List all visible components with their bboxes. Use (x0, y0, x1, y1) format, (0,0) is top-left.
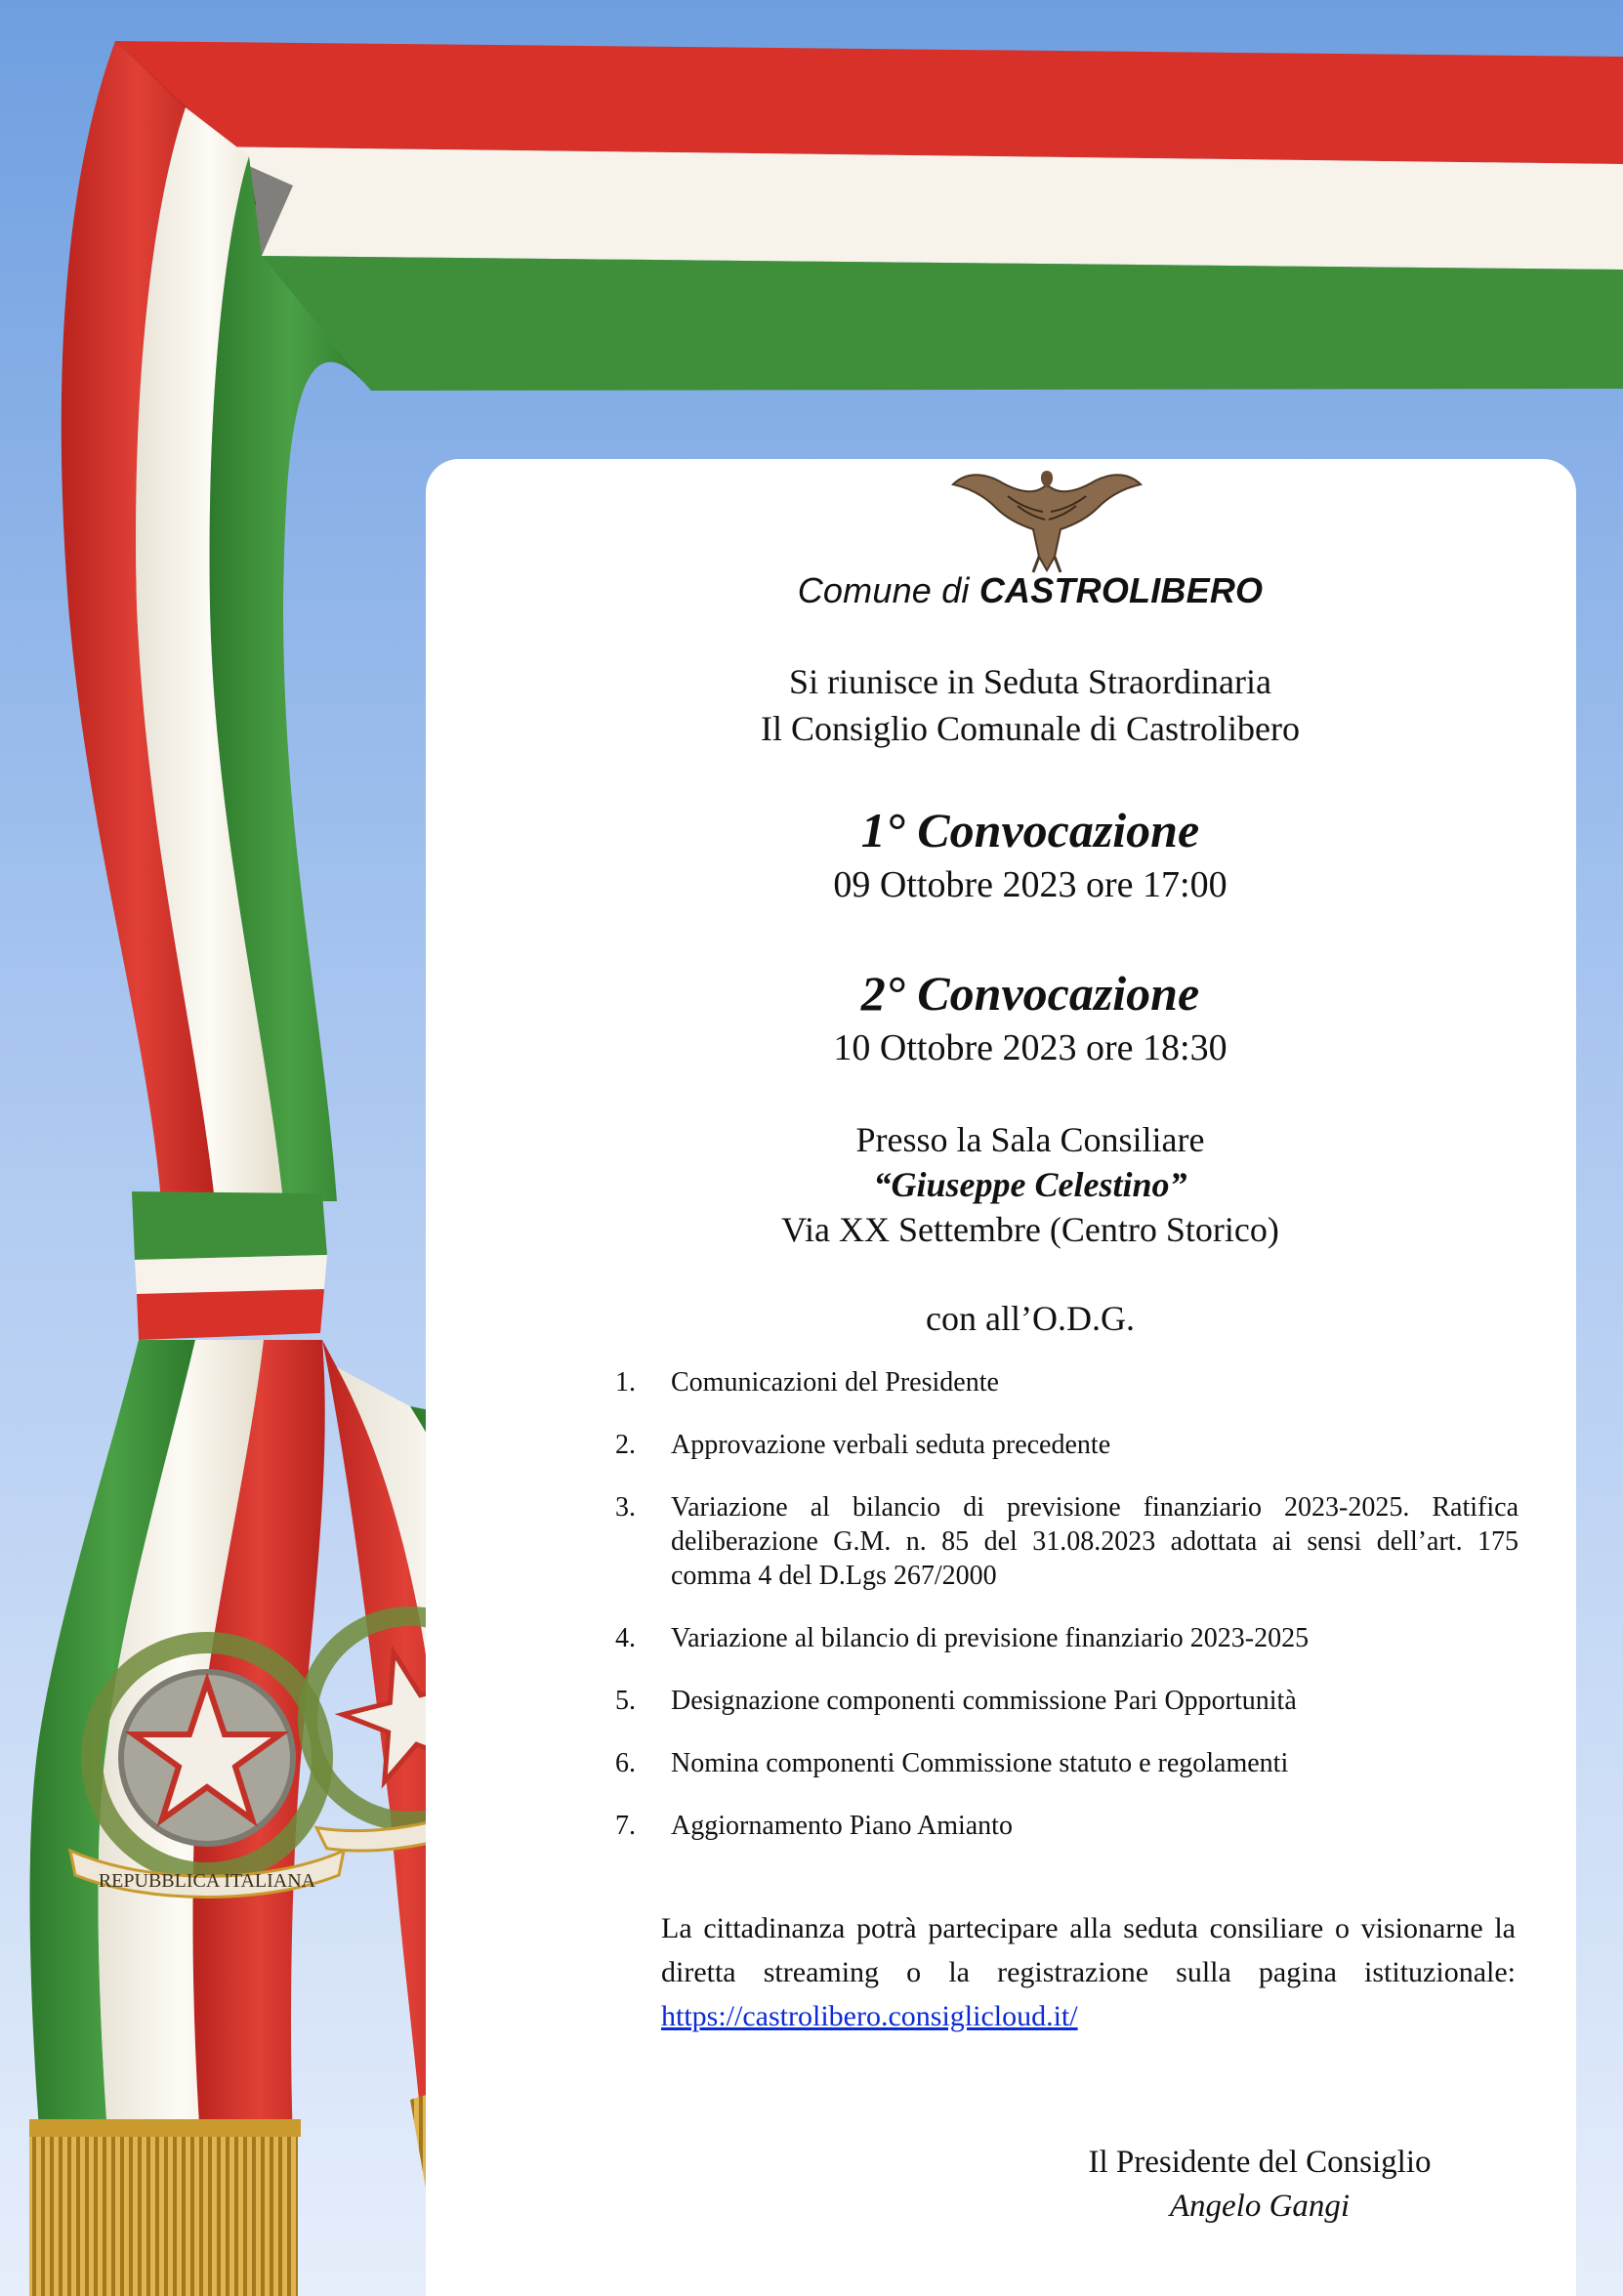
agenda-item-text: Comunicazioni del Presidente (671, 1367, 999, 1398)
agenda-item (615, 1809, 1519, 1843)
comune-prefix: Comune di (797, 570, 970, 610)
agenda-list (615, 1365, 1519, 1871)
agenda-item-number: 1. (615, 1367, 636, 1398)
intro-line-1: Si riunisce in Seduta Straordinaria (789, 662, 1271, 701)
agenda-item-text: Variazione al bilancio di previsione finanziario 2023-2025 (671, 1623, 1310, 1653)
agenda-item-number: 6. (615, 1748, 636, 1778)
first-convocation-date: 09 Ottobre 2023 ore 17:00 (833, 864, 1228, 905)
agenda-heading: con all’O.D.G. (926, 1299, 1135, 1338)
venue-line: Presso la Sala Consiliare (855, 1120, 1205, 1159)
venue-name: “Giuseppe Celestino” (873, 1165, 1187, 1204)
agenda-item-text: Variazione al bilancio di previsione finanziario 2023-2025. Ratifica deliberazione G.M. n. 85 del 31.08.2023 adottata ai sensi dell’art. 175 comma 4 del D.Lgs 267/2000 (671, 1492, 1519, 1591)
second-convocation-date: 10 Ottobre 2023 ore 18:30 (833, 1027, 1228, 1068)
first-convocation-title: 1° Convocazione (860, 803, 1200, 857)
agenda-item-number: 7. (615, 1811, 636, 1841)
agenda-item (615, 1365, 1519, 1399)
agenda-item (615, 1746, 1519, 1780)
streaming-link[interactable]: https://castrolibero.consiglicloud.it/ (661, 2000, 1078, 2032)
agenda-item (615, 1428, 1519, 1462)
agenda-item-number: 5. (615, 1686, 636, 1716)
agenda-item-text: Nomina componenti Commissione statuto e regolamenti (671, 1748, 1289, 1778)
agenda-item-text: Designazione componenti commissione Pari Opportunità (671, 1686, 1297, 1716)
agenda-item-number: 4. (615, 1623, 636, 1653)
signature-role: Il Presidente del Consiglio (1088, 2145, 1432, 2180)
signature-name: Angelo Gangi (1169, 2189, 1351, 2224)
agenda-item (615, 1490, 1519, 1593)
agenda-item-number: 2. (615, 1430, 636, 1460)
agenda-item-text: Approvazione verbali seduta precedente (671, 1430, 1111, 1460)
second-convocation-title: 2° Convocazione (860, 966, 1200, 1021)
agenda-item-text: Aggiornamento Piano Amianto (671, 1811, 1013, 1841)
intro-line-2: Il Consiglio Comunale di Castrolibero (761, 709, 1300, 748)
emblem-left-caption: REPUBBLICA ITALIANA (98, 1870, 316, 1892)
agenda-item (615, 1621, 1519, 1655)
eagle-crest-icon (949, 467, 1144, 576)
comune-heading (566, 570, 1494, 611)
agenda-item (615, 1684, 1519, 1718)
agenda-item-number: 3. (615, 1492, 636, 1523)
streaming-notice-text: La cittadinanza potrà partecipare alla seduta consiliare o visionarne la diretta streaming o la registrazione sulla pagina istituzionale: (661, 1912, 1516, 1988)
comune-name: CASTROLIBERO (978, 570, 1264, 610)
venue-address: Via XX Settembre (Centro Storico) (781, 1210, 1279, 1249)
streaming-notice (661, 1906, 1516, 2038)
